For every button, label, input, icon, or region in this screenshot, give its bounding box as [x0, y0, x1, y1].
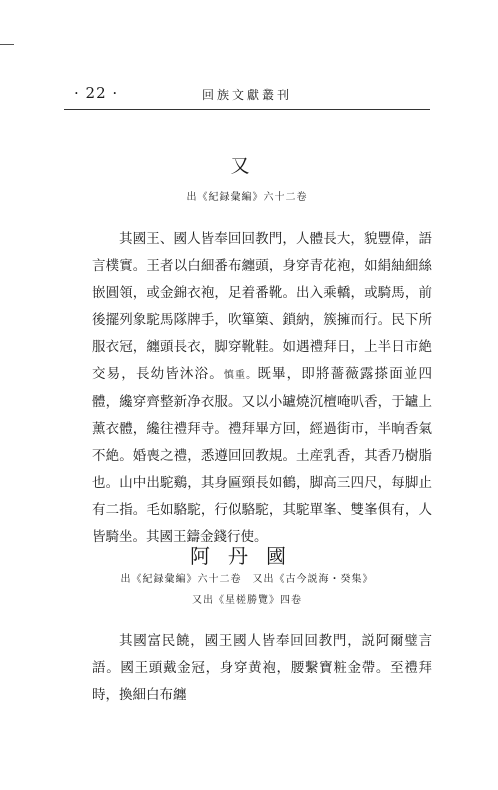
section-body [92, 628, 432, 703]
body-paragraph: 其國富民饒，國王國人皆奉回回教門，説阿爾璧言語。國王頭戴金冠，身穿黄袍，腰繫寶粧金帶。至禮拜時，換細白布纏 [92, 633, 432, 703]
crop-mark [0, 44, 14, 45]
inline-note: 慎重。 [223, 370, 258, 381]
section-heading: 又 [230, 155, 264, 177]
page-header [64, 82, 430, 106]
header-rule [64, 109, 430, 110]
source-note: 出《紀録彙編》六十二卷 又出《古今説海・癸集》 [120, 574, 374, 585]
page-number: · 22 · [74, 84, 119, 102]
section-heading: 阿丹國 [190, 544, 304, 568]
source-note: 又出《星槎勝覽》四卷 [192, 595, 302, 606]
body-text: 既畢，即將薔薇露搽面並四體，纔穿齊整新净衣服。又以小罏燒沉檀唵叭香，于罏上薰衣體，纔往禮拜寺。禮拜畢方回，經過街市，半晌香氣不絶。婚喪之禮，悉遵回回教規。土産乳香，其香乃樹脂也。山中出駝鷄，其身匾頸長如鶴，脚高三四尺，每脚止有二指。毛如駱駝，行似駱駝，其駝單峯、雙峯俱有，人皆騎坐。其國王鑄金錢行使。 [92, 366, 433, 545]
section-body [92, 226, 432, 551]
body-paragraph [92, 226, 432, 551]
source-note: 出《紀録彙編》六十二卷 [186, 192, 308, 203]
running-title: 回族文獻叢刊 [201, 88, 292, 102]
body-text: 其國王、國人皆奉回回教門，人體長大，貌豐偉，語言樸實。王者以白細番布纏頭，身穿青花袍，如絹紬細絲嵌圓領，或金錦衣袍，足着番靴。出入乘轎，或騎馬，前後擺列象駝馬隊牌手，吹篳篥、鎖納，簇擁而行。民下所服衣冠，纏頭長衣，脚穿靴鞋。如遇禮拜日，上半日市絶交易，長幼皆沐浴。 [92, 231, 432, 382]
